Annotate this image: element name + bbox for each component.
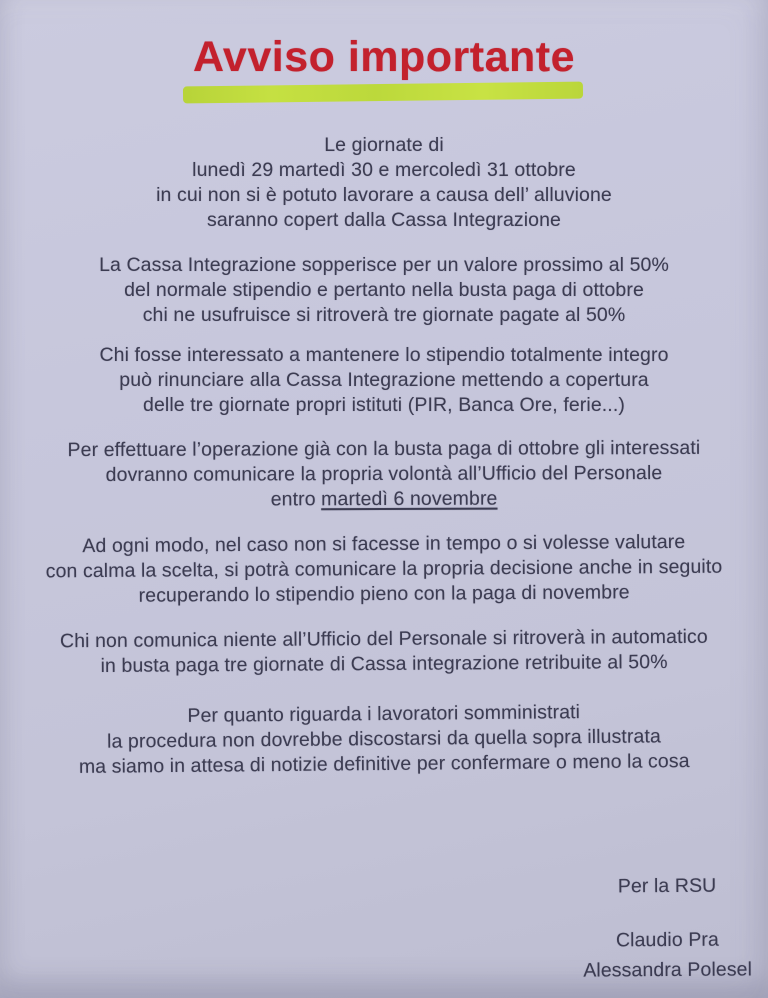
signature-block bbox=[583, 873, 753, 985]
text-line: La Cassa Integrazione sopperisce per un valore prossimo al 50% bbox=[99, 254, 669, 276]
text-line: Chi non comunica niente all’Ufficio del Personale si ritroverà in automatico bbox=[59, 625, 708, 653]
text-line: ma siamo in attesa di notizie definitive per confermare o meno la cosa bbox=[78, 750, 690, 778]
text-line: Chi fosse interessato a mantenere lo stipendio totalmente integro bbox=[99, 344, 669, 366]
paragraph-decisione-in-seguito bbox=[0, 529, 768, 609]
signature-names bbox=[583, 924, 752, 985]
signature-closing: Per la RSU bbox=[617, 874, 717, 898]
text-line: in cui non si è potuto lavorare a causa dell’ alluvione bbox=[156, 184, 612, 206]
text-line: Per effettuare l’operazione già con la busta paga di ottobre gli interessati bbox=[67, 436, 701, 462]
paragraph-cassa-integrazione-50 bbox=[0, 253, 768, 328]
paragraph-giornate-alluvione bbox=[0, 133, 768, 233]
text-line: delle tre giornate propri istituti (PIR, Banca Ore, ferie...) bbox=[143, 394, 625, 416]
paragraph-scadenza-comunicazione bbox=[0, 436, 768, 514]
deadline-prefix: entro bbox=[270, 488, 322, 511]
text-line: recuperando lo stipendio pieno con la paga di novembre bbox=[138, 581, 630, 607]
text-line: Ad ogni modo, nel caso non si facesse in tempo o si volesse valutare bbox=[82, 530, 686, 558]
deadline-date: martedì 6 novembre bbox=[321, 487, 498, 511]
notice-title: Avviso importante bbox=[192, 33, 576, 81]
text-line: la procedura non dovrebbe discostarsi da quella sopra illustrata bbox=[106, 725, 661, 753]
highlighter-underline bbox=[183, 82, 583, 104]
text-line: Per quanto riguarda i lavoratori somministrati bbox=[187, 701, 581, 727]
text-line: chi ne usufruisce si ritroverà tre giornate pagate al 50% bbox=[142, 304, 626, 326]
text-line: con calma la scelta, si potrà comunicare la propria decisione anche in seguito bbox=[45, 555, 723, 583]
text-line bbox=[0, 486, 768, 514]
paragraph-nessuna-comunicazione bbox=[0, 624, 768, 679]
text-line: lunedì 29 martedì 30 e mercoledì 31 ottobre bbox=[192, 159, 576, 181]
text-line: del normale stipendio e pertanto nella busta paga di ottobre bbox=[124, 279, 644, 301]
text-line: può rinunciare alla Cassa Integrazione mettendo a copertura bbox=[119, 369, 649, 391]
paragraph-lavoratori-somministrati bbox=[0, 698, 768, 780]
signature-name: Alessandra Polesel bbox=[583, 958, 753, 982]
text-line: Le giornate di bbox=[324, 134, 444, 156]
signature-name: Claudio Pra bbox=[616, 928, 720, 952]
text-line: saranno copert dalla Cassa Integrazione bbox=[206, 209, 562, 231]
paragraph-rinuncia-cassa bbox=[0, 343, 768, 418]
text-line: dovranno comunicare la propria volontà all’Ufficio del Personale bbox=[105, 462, 663, 486]
text-line: in busta paga tre giornate di Cassa integrazione retribuite al 50% bbox=[100, 651, 668, 677]
